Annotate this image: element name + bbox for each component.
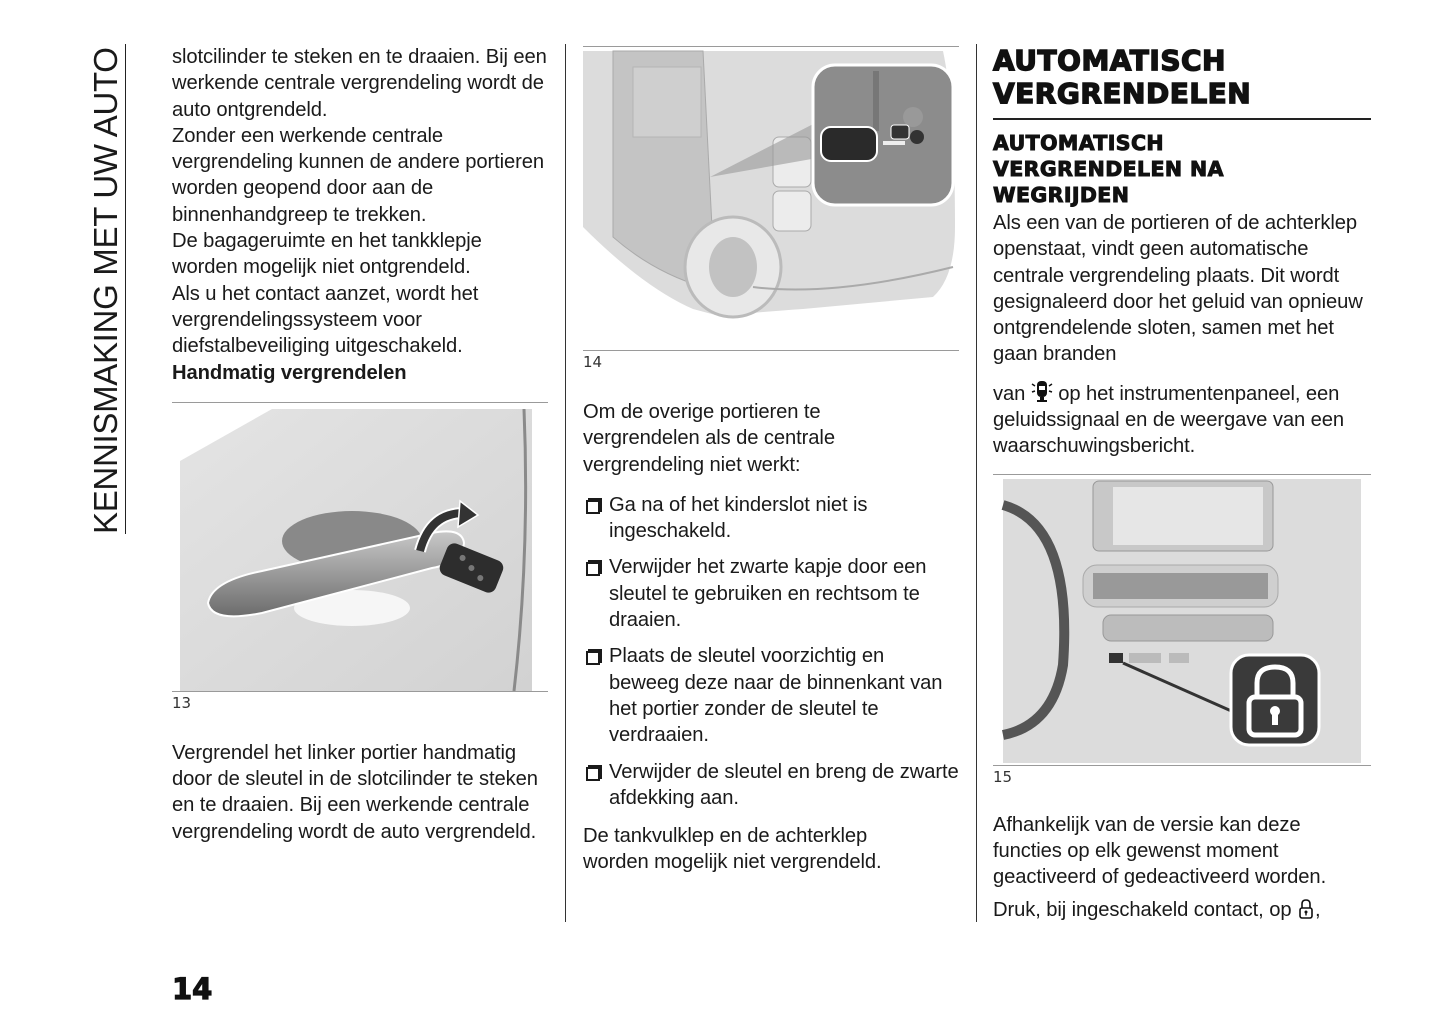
subsection-heading: AUTOMATISCH VERGRENDELEN NA WEGRIJDEN bbox=[993, 131, 1224, 207]
checklist-item bbox=[583, 759, 959, 812]
figure-13 bbox=[172, 402, 548, 712]
paragraph: Druk, bij ingeschakeld contact, op , bbox=[993, 898, 1321, 921]
figure-bottom-rule bbox=[993, 765, 1371, 766]
paragraph: Zonder een werkende centrale vergrendeling kunnen de andere portieren worden geopend door aan de binnenhandgreep te trekken. bbox=[172, 124, 544, 226]
figure-bottom-rule bbox=[172, 691, 548, 692]
paragraph: Afhankelijk van de versie kan deze functies op elk gewenst moment geactiveerd of gedeactiveerd worden. bbox=[993, 813, 1327, 889]
checklist-text: Verwijder het zwarte kapje door een sleutel te gebruiken en rechtsom te draaien. bbox=[609, 556, 927, 632]
subheading: Handmatig vergrendelen bbox=[172, 361, 407, 384]
column-divider bbox=[976, 44, 977, 922]
side-title-rule bbox=[125, 44, 126, 534]
heading-rule bbox=[993, 118, 1371, 120]
intro-paragraph: Om de overige portieren te vergrendelen als de centrale vergrendeling niet werkt: bbox=[583, 401, 835, 476]
section-heading: AUTOMATISCH VERGRENDELEN bbox=[993, 44, 1252, 110]
door-open-warning-icon bbox=[1031, 378, 1053, 404]
checkbox-bullet-icon bbox=[583, 492, 609, 519]
van-rear-lock-illustration bbox=[583, 47, 959, 350]
figure-bottom-rule bbox=[583, 350, 959, 351]
figure-number: 14 bbox=[583, 353, 603, 371]
checklist-text: Plaats de sleutel voorzichtig en beweeg deze naar de binnenkant van het portier zonder de sleutel te verdraaien. bbox=[609, 645, 943, 747]
checklist-item bbox=[583, 554, 959, 633]
closing-paragraph: De tankvulklep en de achterklep worden mogelijk niet vergrendeld. bbox=[583, 825, 882, 874]
column-3 bbox=[993, 44, 1371, 923]
padlock-icon bbox=[1297, 898, 1315, 920]
paragraph: Als een van de portieren of de achterklep openstaat, vindt geen automatische centrale vergrendeling plaats. Dit wordt gesignaleerd door het geluid van opnieuw ontgrendelende sloten, samen met het gaan branden bbox=[993, 212, 1363, 366]
column-divider bbox=[565, 44, 566, 922]
column-2 bbox=[583, 44, 959, 876]
checkbox-bullet-icon bbox=[583, 759, 609, 786]
checklist-text: Verwijder de sleutel en breng de zwarte afdekking aan. bbox=[609, 760, 959, 809]
checklist-item bbox=[583, 492, 959, 545]
dashboard-lock-button-illustration bbox=[993, 475, 1371, 765]
paragraph-continued: van op het instrumentenpaneel, een geluidssignaal en de weergave van een waarschuwingsbericht. bbox=[993, 378, 1371, 460]
figure-15 bbox=[993, 474, 1371, 786]
figure-number: 13 bbox=[172, 693, 192, 712]
section-side-title bbox=[86, 44, 126, 534]
side-title-text: KENNISMAKING MET UW AUTO bbox=[87, 47, 124, 534]
door-handle-key-illustration bbox=[172, 403, 548, 691]
figure-14 bbox=[583, 46, 959, 371]
paragraph: slotcilinder te steken en te draaien. Bij een werkende centrale vergrendeling wordt de auto ontgrendeld. bbox=[172, 46, 547, 121]
paragraph: De bagageruimte en het tankklepje worden mogelijk niet ontgrendeld. bbox=[172, 230, 482, 279]
checkbox-bullet-icon bbox=[583, 554, 609, 581]
page-number: 14 bbox=[172, 972, 213, 1006]
figure-number: 15 bbox=[993, 767, 1013, 786]
column-1 bbox=[172, 44, 548, 845]
checkbox-bullet-icon bbox=[583, 643, 609, 670]
checklist-item bbox=[583, 643, 959, 748]
checklist-text: Ga na of het kinderslot niet is ingeschakeld. bbox=[609, 493, 868, 543]
paragraph: Als u het contact aanzet, wordt het vergrendelingssysteem voor diefstalbeveiliging uitgeschakeld. bbox=[172, 282, 479, 358]
paragraph: Vergrendel het linker portier handmatig door de sleutel in de slotcilinder te steken en te draaien. Bij een werkende centrale vergrendeling wordt de auto vergrendeld. bbox=[172, 741, 538, 843]
